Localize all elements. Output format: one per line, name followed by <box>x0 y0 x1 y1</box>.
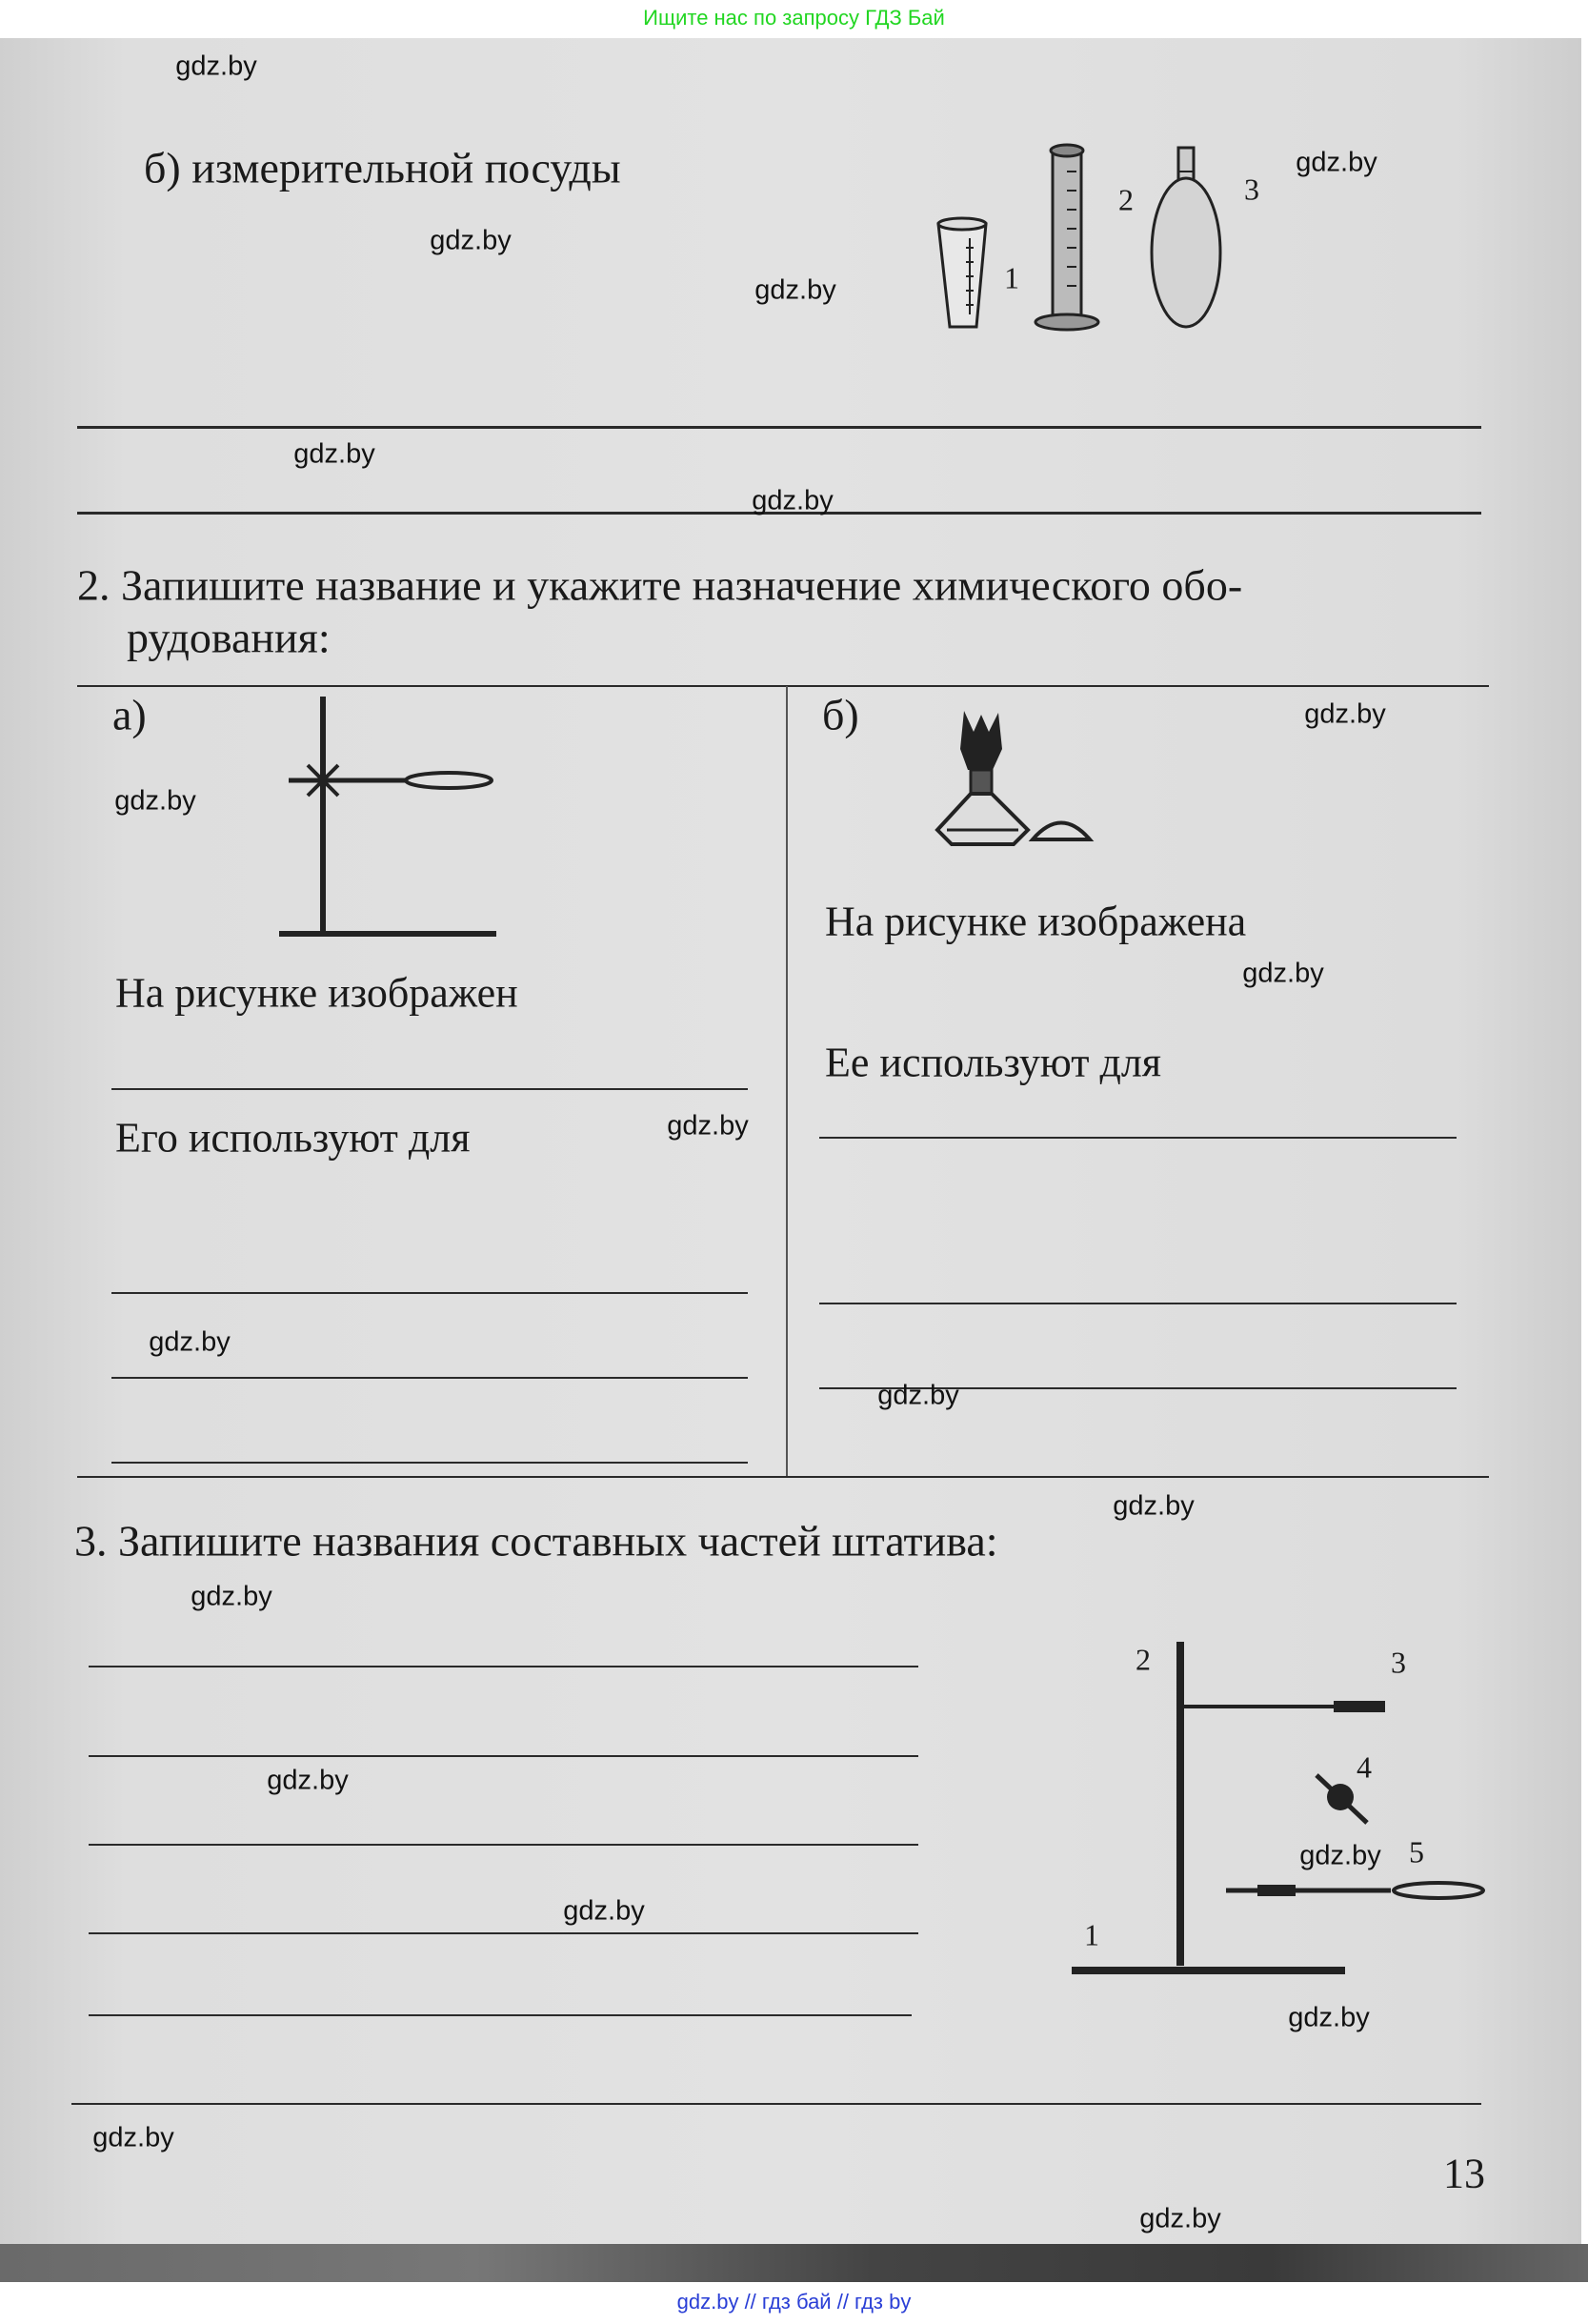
answer-line <box>89 1844 918 1846</box>
stand-part-label-4: 4 <box>1357 1749 1372 1785</box>
page-bottom-shadow <box>0 2244 1588 2282</box>
watermark: gdz.by <box>114 785 196 817</box>
answer-line <box>111 1088 748 1090</box>
answer-line <box>89 1932 918 1934</box>
watermark: gdz.by <box>1113 1490 1195 1522</box>
watermark: gdz.by <box>1296 147 1377 178</box>
task2-title-line2: рудования: <box>127 613 331 662</box>
watermark: gdz.by <box>1304 698 1386 730</box>
left-shown-text: На рисунке изображен <box>115 969 518 1017</box>
top-banner <box>0 0 1588 38</box>
label-b: б) <box>822 690 859 739</box>
answer-line <box>89 2014 912 2016</box>
answer-line <box>71 2103 1481 2105</box>
task3-title: 3. Запишите названия составных частей штатива: <box>74 1516 998 1566</box>
watermark: gdz.by <box>563 1895 645 1927</box>
label-a: а) <box>112 690 147 739</box>
table-divider <box>786 686 788 1477</box>
watermark: gdz.by <box>877 1380 959 1411</box>
watermark: gdz.by <box>175 51 257 82</box>
bottom-footer <box>0 2283 1588 2324</box>
right-shown-text: На рисунке изображена <box>825 898 1247 945</box>
watermark: gdz.by <box>667 1110 749 1142</box>
watermark: gdz.by <box>92 2122 174 2153</box>
table-top-border <box>77 685 1489 687</box>
lab-stand-parts-figure <box>1067 1637 1486 1980</box>
watermark: gdz.by <box>430 225 512 256</box>
banner-text: Ищите нас по запросу ГДЗ Бай <box>643 6 945 30</box>
watermark: gdz.by <box>1242 958 1324 989</box>
stand-part-label-2: 2 <box>1136 1642 1151 1677</box>
task2-title-line1: 2. Запишите название и укажите назначение химического обо- <box>77 560 1243 610</box>
stand-part-label-5: 5 <box>1409 1834 1424 1869</box>
right-used-for-text: Ее используют для <box>825 1039 1162 1086</box>
watermark: gdz.by <box>149 1326 231 1358</box>
watermark: gdz.by <box>191 1581 272 1612</box>
vessel-label-2: 2 <box>1118 182 1134 217</box>
left-used-for-text: Его используют для <box>115 1114 471 1162</box>
stand-part-label-1: 1 <box>1084 1917 1099 1952</box>
answer-line <box>819 1303 1457 1304</box>
answer-line <box>89 1755 918 1757</box>
answer-line <box>111 1462 748 1464</box>
watermark: gdz.by <box>293 438 375 470</box>
vessel-label-1: 1 <box>1004 260 1019 295</box>
lab-stand-ring-figure <box>274 697 503 940</box>
watermark: gdz.by <box>1288 2002 1370 2033</box>
answer-line <box>111 1292 748 1294</box>
footer-text: gdz.by // гдз бай // гдз by <box>676 2290 912 2314</box>
spirit-lamp-figure <box>918 711 1156 863</box>
watermark: gdz.by <box>1299 1840 1381 1871</box>
answer-line <box>89 1666 918 1667</box>
watermark: gdz.by <box>754 274 836 306</box>
table-bottom-border <box>77 1476 1489 1478</box>
answer-line <box>77 426 1481 429</box>
stand-part-label-3: 3 <box>1391 1645 1406 1680</box>
watermark: gdz.by <box>1139 2203 1221 2234</box>
measuring-vessels-figure <box>929 143 1272 333</box>
answer-line <box>819 1137 1457 1139</box>
vessel-label-3: 3 <box>1244 172 1259 207</box>
page-number: 13 <box>1443 2150 1485 2197</box>
watermark: gdz.by <box>752 485 834 516</box>
answer-line <box>111 1377 748 1379</box>
item-b-measuring-vessels: б) измерительной посуды <box>144 143 621 192</box>
watermark: gdz.by <box>267 1765 349 1796</box>
